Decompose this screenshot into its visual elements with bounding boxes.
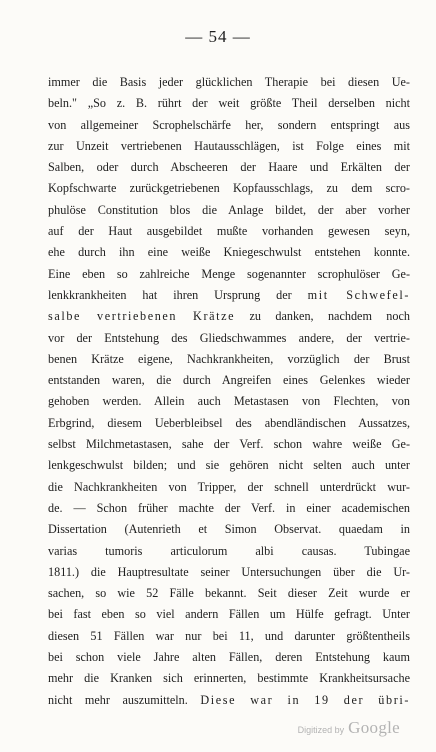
- text-line: [48, 93, 410, 114]
- text-line: [48, 328, 410, 349]
- text-segment: gehoben werden. Allein auch Metastasen von Flechten, von: [48, 394, 410, 409]
- text-segment: nicht mehr auszumitteln.: [48, 692, 201, 707]
- text-line: [48, 455, 410, 476]
- text-line: [48, 541, 410, 562]
- text-line: [48, 370, 410, 391]
- text-segment: Dissertation (Autenrieth et Simon Observat. quaedam in: [48, 522, 410, 537]
- text-line: [48, 604, 410, 625]
- text-segment: lenkgeschwulst bilden; und sie gehören nicht selten auch unter: [48, 458, 410, 473]
- digitization-watermark: [298, 718, 400, 738]
- text-segment: Kopfschwarte zurückgetriebenen Kopfausschlags, zu dem scro-: [48, 181, 410, 196]
- page-number: — 54 —: [185, 27, 251, 46]
- watermark-brand: Google: [348, 718, 400, 737]
- body-text: [48, 72, 410, 711]
- spaced-text-segment: Diese war in 19 der übri-: [200, 692, 410, 707]
- text-segment: de. — Schon früher machte der Verf. in einer academischen: [48, 500, 410, 515]
- spaced-text-segment: salbe vertriebenen Krätze: [48, 309, 236, 324]
- text-segment: mehr die Kranken sich erinnerten, bestimmte Krankheitsursache: [48, 671, 410, 686]
- text-segment: zur Unzeit vertriebenen Hautausschlägen, ist Folge eines mit: [48, 138, 410, 153]
- text-segment: selbst Milchmetastasen, sahe der Verf. schon wahre weiße Ge-: [48, 437, 410, 452]
- text-line: [48, 349, 410, 370]
- text-segment: diesen 51 Fällen war nur bei 11, und darunter größtentheils: [48, 628, 410, 643]
- text-line: [48, 562, 410, 583]
- text-line: [48, 242, 410, 263]
- text-line: [48, 200, 410, 221]
- text-line: [48, 136, 410, 157]
- text-segment: ehe durch ihn eine weiße Kniegeschwulst entstehen konnte.: [48, 245, 410, 260]
- text-line: [48, 72, 410, 93]
- text-segment: auf der Haut ausgebildet mußte vorhanden gewesen seyn,: [48, 224, 410, 239]
- text-segment: Eine eben so zahlreiche Menge sogenannter scrophulöser Ge-: [48, 266, 410, 281]
- watermark-prefix: Digitized by: [297, 725, 345, 735]
- text-line: [48, 157, 410, 178]
- text-segment: zu danken, nachdem noch: [235, 309, 410, 324]
- text-segment: sachen, so wie 52 Fälle bekannt. Seit dieser Zeit wurde er: [48, 586, 410, 601]
- text-line: [48, 583, 410, 604]
- text-segment: bei schon viele Jahre alten Fällen, deren Entstehung kaum: [48, 650, 410, 665]
- text-line: [48, 434, 410, 455]
- text-segment: die Nachkrankheiten von Tripper, der schnell unterdrückt wur-: [48, 479, 410, 494]
- text-segment: phulöse Constitution blos die Anlage bildet, der aber vorher: [48, 202, 410, 217]
- text-line: [48, 178, 410, 199]
- text-line: [48, 519, 410, 540]
- spaced-text-segment: mit Schwefel-: [307, 287, 410, 302]
- text-line: [48, 264, 410, 285]
- text-line: [48, 498, 410, 519]
- text-line: [48, 221, 410, 242]
- text-segment: benen Krätze eigene, Nachkrankheiten, vorzüglich der Brust: [48, 351, 410, 366]
- text-line: [48, 391, 410, 412]
- text-segment: beln." „So z. B. rührt der weit größte Theil derselben nicht: [48, 96, 410, 111]
- text-line: [48, 690, 410, 711]
- text-segment: entstanden waren, die durch Angreifen eines Gelenkes wieder: [48, 373, 410, 388]
- text-segment: lenkkrankheiten hat ihren Ursprung der: [48, 287, 308, 302]
- text-line: [48, 115, 410, 136]
- text-segment: varias tumoris articulorum albi causas. Tubingae: [48, 543, 410, 558]
- text-line: [48, 626, 410, 647]
- text-segment: immer die Basis jeder glücklichen Therapie bei diesen Ue-: [48, 75, 410, 89]
- text-line: [48, 477, 410, 498]
- text-segment: 1811.) die Hauptresultate seiner Untersuchungen über die Ur-: [48, 564, 410, 579]
- text-line: [48, 285, 410, 306]
- text-line: [48, 306, 410, 327]
- text-line: [48, 668, 410, 689]
- text-line: [48, 413, 410, 434]
- text-segment: von allgemeiner Scrophelschärfe her, sondern entspringt aus: [48, 117, 410, 132]
- text-segment: Salben, oder durch Abscheeren der Haare und Erkälten der: [48, 160, 410, 175]
- text-segment: bei fast eben so viel andern Fällen um Hülfe gefragt. Unter: [48, 607, 410, 622]
- text-line: [48, 647, 410, 668]
- text-segment: vor der Entstehung des Gliedschwammes andere, der vertrie-: [48, 330, 410, 345]
- text-segment: Erbgrind, diesem Ueberbleibsel des abendländischen Aussatzes,: [48, 415, 410, 430]
